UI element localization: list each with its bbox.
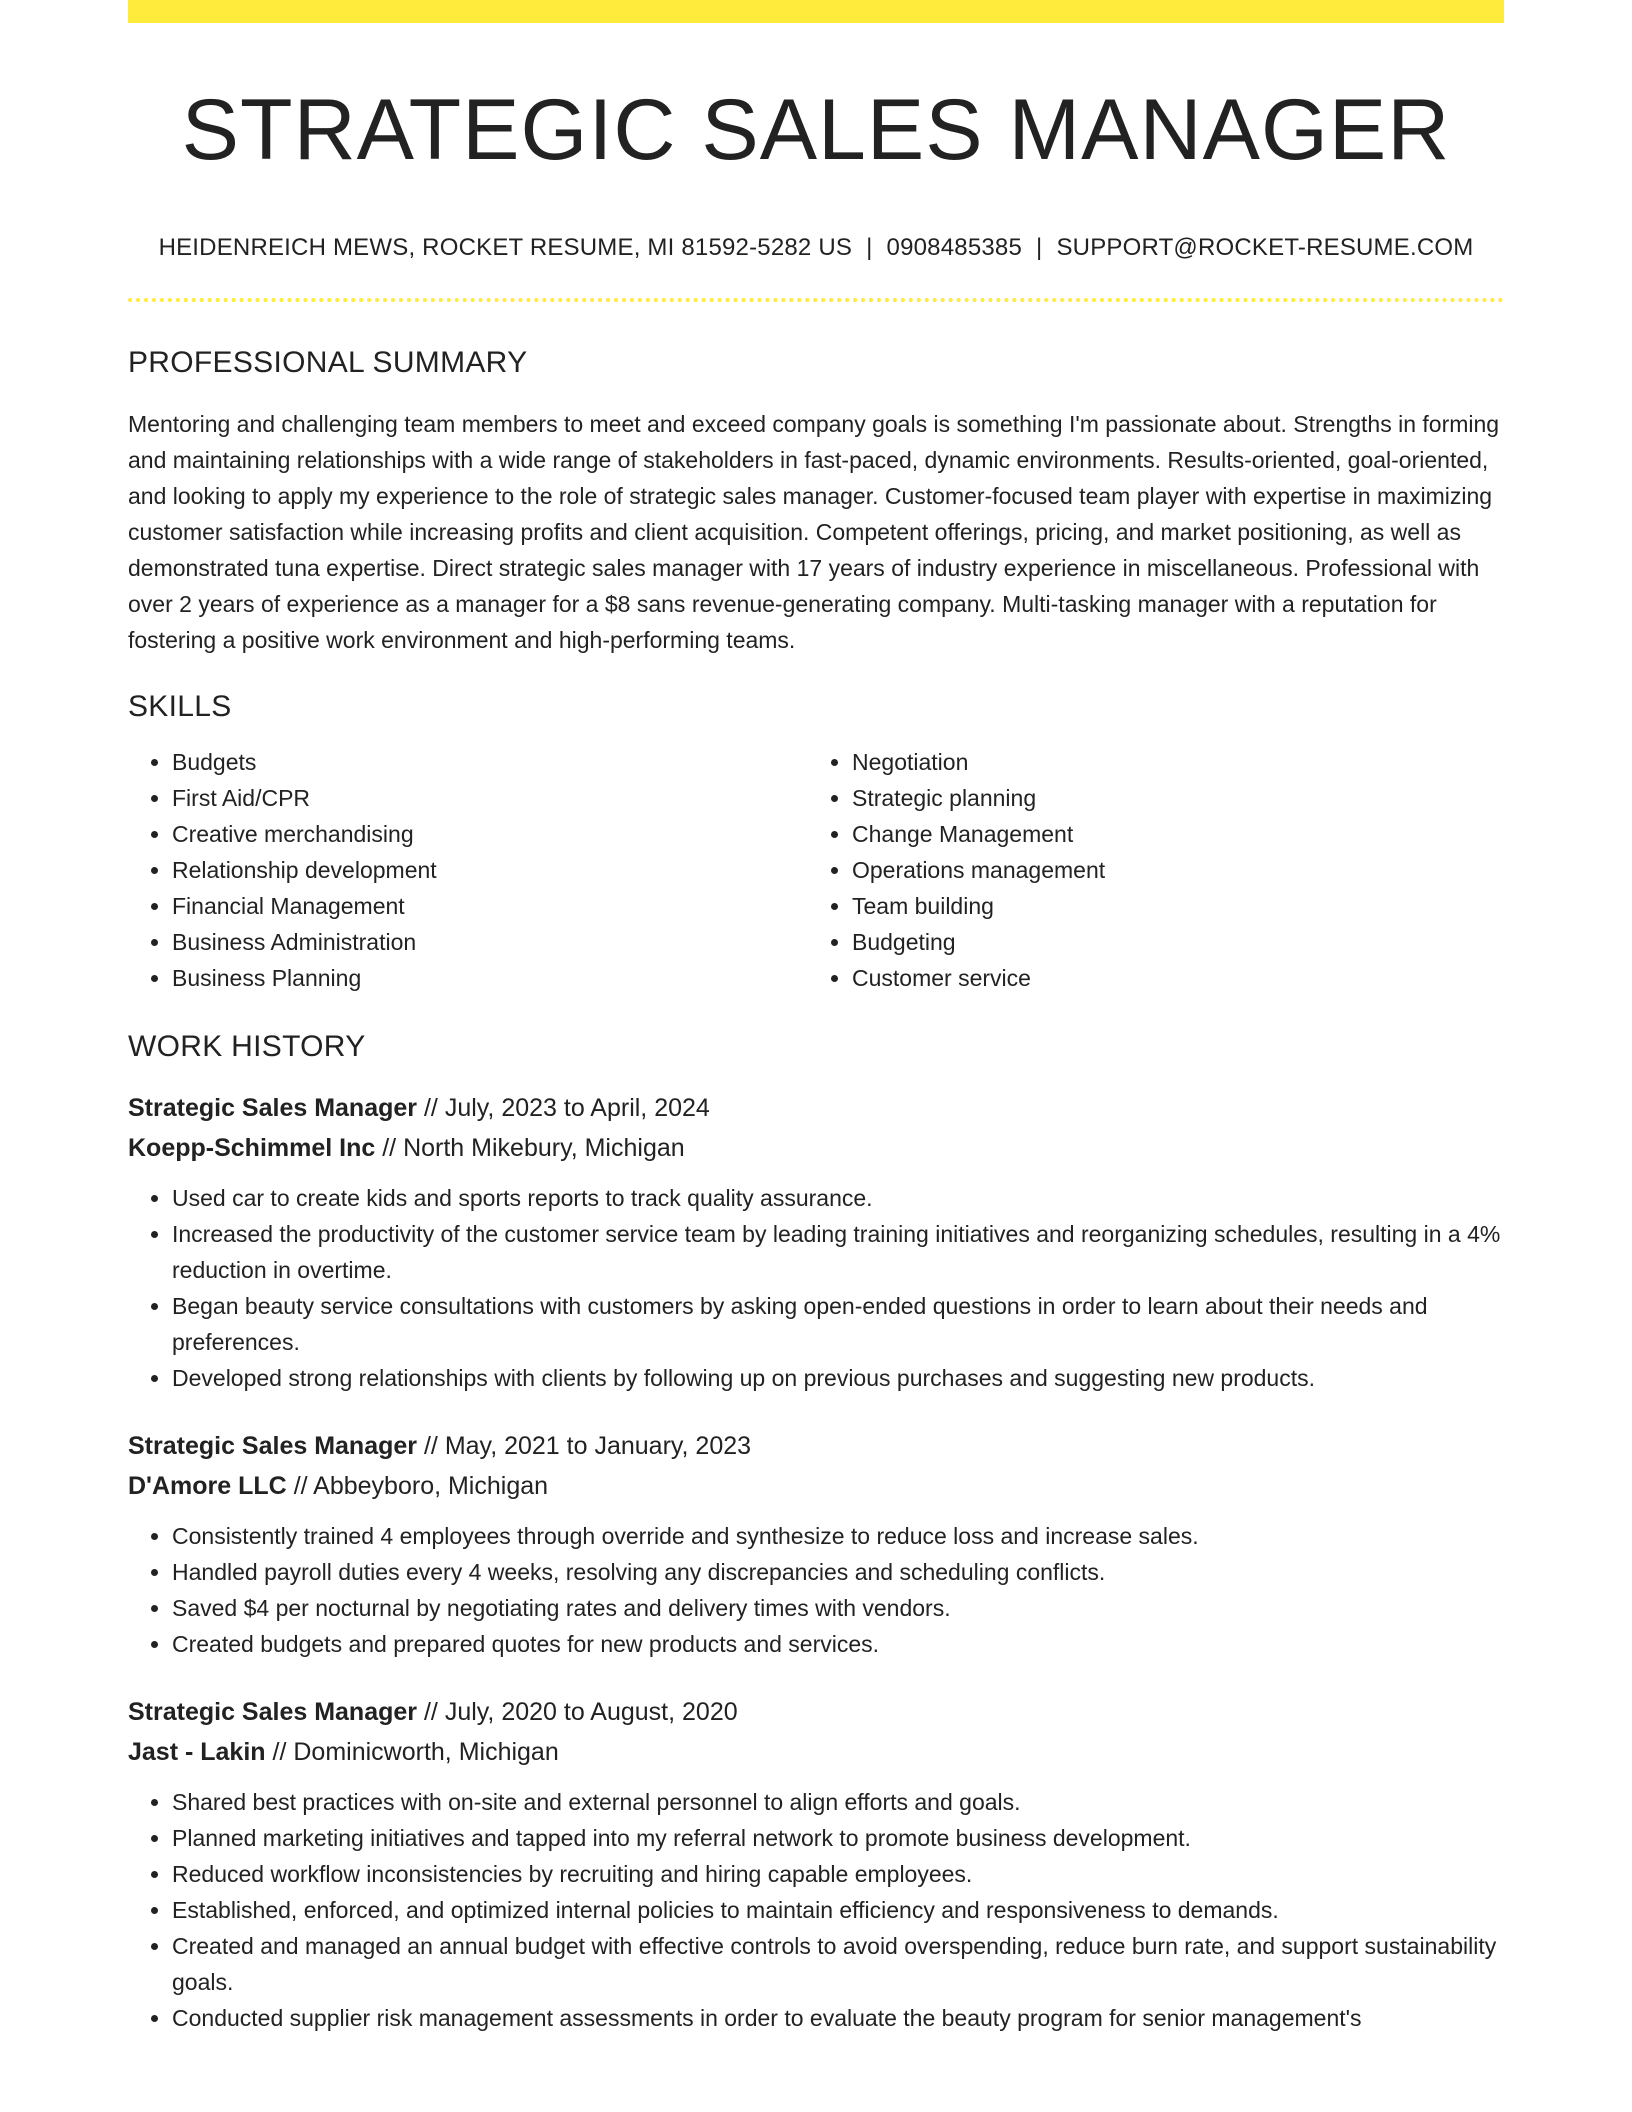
skill-item: • Strategic planning [852, 780, 1488, 816]
job-location: Dominicworth, Michigan [293, 1737, 559, 1766]
job-delimiter: // [293, 1471, 308, 1500]
job-role: Strategic Sales Manager [128, 1431, 418, 1460]
job-company-line [128, 1128, 1504, 1168]
skill-item: • Customer service [852, 960, 1488, 996]
job-bullet: • Reduced workflow inconsistencies by recruiting and hiring capable employees. [172, 1856, 1504, 1892]
job-bullet: • Developed strong relationships with clients by following up on previous purchases and suggesting new products. [172, 1360, 1504, 1396]
dotted-divider [128, 298, 1504, 302]
job-dates: July, 2020 to August, 2020 [444, 1697, 738, 1726]
job-role-line [128, 1426, 1504, 1466]
job-bullet: • Saved $4 per nocturnal by negotiating rates and delivery times with vendors. [172, 1590, 1504, 1626]
skill-item: • Team building [852, 888, 1488, 924]
job-entry [128, 1088, 1504, 1396]
job-bullet: • Increased the productivity of the customer service team by leading training initiatives and reorganizing schedules, resulting in a 4% reduction in overtime. [172, 1216, 1504, 1288]
job-company-line [128, 1732, 1504, 1772]
job-role: Strategic Sales Manager [128, 1093, 418, 1122]
summary-text: Mentoring and challenging team members to meet and exceed company goals is something I'm passionate about. Strengths in forming and maintaining relationships with a wide range of stakeholders in fast-paced, dynamic environments. Results-oriented, goal-oriented, and looking to apply my experience to the role of strategic sales manager. Customer-focused team player with expertise in maximizing customer satisfaction while increasing profits and client acquisition. Competent offerings, pricing, and market positioning, as well as demonstrated tuna expertise. Direct strategic sales manager with 17 years of industry experience in miscellaneous. Professional with over 2 years of experience as a manager for a $8 sans revenue-generating company. Multi-tasking manager with a reputation for fostering a positive work environment and high-performing teams. [128, 410, 1500, 653]
job-bullet: • Created budgets and prepared quotes for new products and services. [172, 1626, 1504, 1662]
contact-separator: | [1036, 233, 1043, 261]
job-dates: July, 2023 to April, 2024 [444, 1093, 710, 1122]
contact-address: HEIDENREICH MEWS, ROCKET RESUME, MI 81592-5282 US [158, 233, 853, 261]
job-dates: May, 2021 to January, 2023 [444, 1431, 752, 1460]
skill-item: • Negotiation [852, 744, 1488, 780]
skills-list [128, 744, 1504, 996]
job-location: North Mikebury, Michigan [403, 1133, 685, 1162]
skill-item: • Creative merchandising [172, 816, 808, 852]
job-company: Koepp-Schimmel Inc [128, 1133, 376, 1162]
job-bullet: • Began beauty service consultations with customers by asking open-ended questions in order to learn about their needs and preferences. [172, 1288, 1504, 1360]
contact-phone[interactable]: 0908485385 [886, 233, 1023, 261]
job-bullet: • Consistently trained 4 employees through override and synthesize to reduce loss and increase sales. [172, 1518, 1504, 1554]
job-bullet: • Used car to create kids and sports reports to track quality assurance. [172, 1180, 1504, 1216]
resume-title: STRATEGIC SALES MANAGER [181, 82, 1451, 178]
job-role: Strategic Sales Manager [128, 1697, 418, 1726]
resume-page [128, 0, 1504, 2036]
skill-item: • Operations management [852, 852, 1488, 888]
job-company-line [128, 1466, 1504, 1506]
job-delimiter: // [423, 1431, 438, 1460]
job-bullets [128, 1518, 1504, 1662]
skill-item: • Business Planning [172, 960, 808, 996]
job-entry [128, 1426, 1504, 1662]
job-delimiter: // [423, 1697, 438, 1726]
skills-heading: SKILLS [128, 689, 232, 723]
skill-item: • Budgets [172, 744, 808, 780]
skill-item: • Relationship development [172, 852, 808, 888]
job-delimiter: // [423, 1093, 438, 1122]
job-role-line [128, 1692, 1504, 1732]
skill-item: • Change Management [852, 816, 1488, 852]
job-location: Abbeyboro, Michigan [313, 1471, 549, 1500]
accent-bar [128, 0, 1504, 23]
job-delimiter: // [272, 1737, 287, 1766]
contact-email[interactable]: SUPPORT@ROCKET-RESUME.COM [1056, 233, 1474, 261]
job-bullet: • Shared best practices with on-site and external personnel to align efforts and goals. [172, 1784, 1504, 1820]
job-role-line [128, 1088, 1504, 1128]
contact-line [128, 234, 1504, 262]
work-history-heading: WORK HISTORY [128, 1029, 366, 1063]
job-entry [128, 1692, 1504, 2036]
skills-column-right [808, 744, 1488, 996]
job-delimiter: // [382, 1133, 397, 1162]
skill-item: • Financial Management [172, 888, 808, 924]
job-company: D'Amore LLC [128, 1471, 287, 1500]
job-bullets [128, 1180, 1504, 1396]
job-bullet: • Established, enforced, and optimized internal policies to maintain efficiency and responsiveness to demands. [172, 1892, 1504, 1928]
job-bullet: • Planned marketing initiatives and tapped into my referral network to promote business development. [172, 1820, 1504, 1856]
job-bullet: • Handled payroll duties every 4 weeks, resolving any discrepancies and scheduling conflicts. [172, 1554, 1504, 1590]
skill-item: • First Aid/CPR [172, 780, 808, 816]
job-bullet: • Conducted supplier risk management assessments in order to evaluate the beauty program for senior management's [172, 2000, 1504, 2036]
contact-separator: | [866, 233, 873, 261]
skill-item: • Business Administration [172, 924, 808, 960]
job-bullet: • Created and managed an annual budget with effective controls to avoid overspending, reduce burn rate, and support sustainability goals. [172, 1928, 1504, 2000]
job-bullets [128, 1784, 1504, 2036]
skills-column-left [128, 744, 808, 996]
job-company: Jast - Lakin [128, 1737, 266, 1766]
summary-heading: PROFESSIONAL SUMMARY [128, 345, 528, 379]
skill-item: • Budgeting [852, 924, 1488, 960]
